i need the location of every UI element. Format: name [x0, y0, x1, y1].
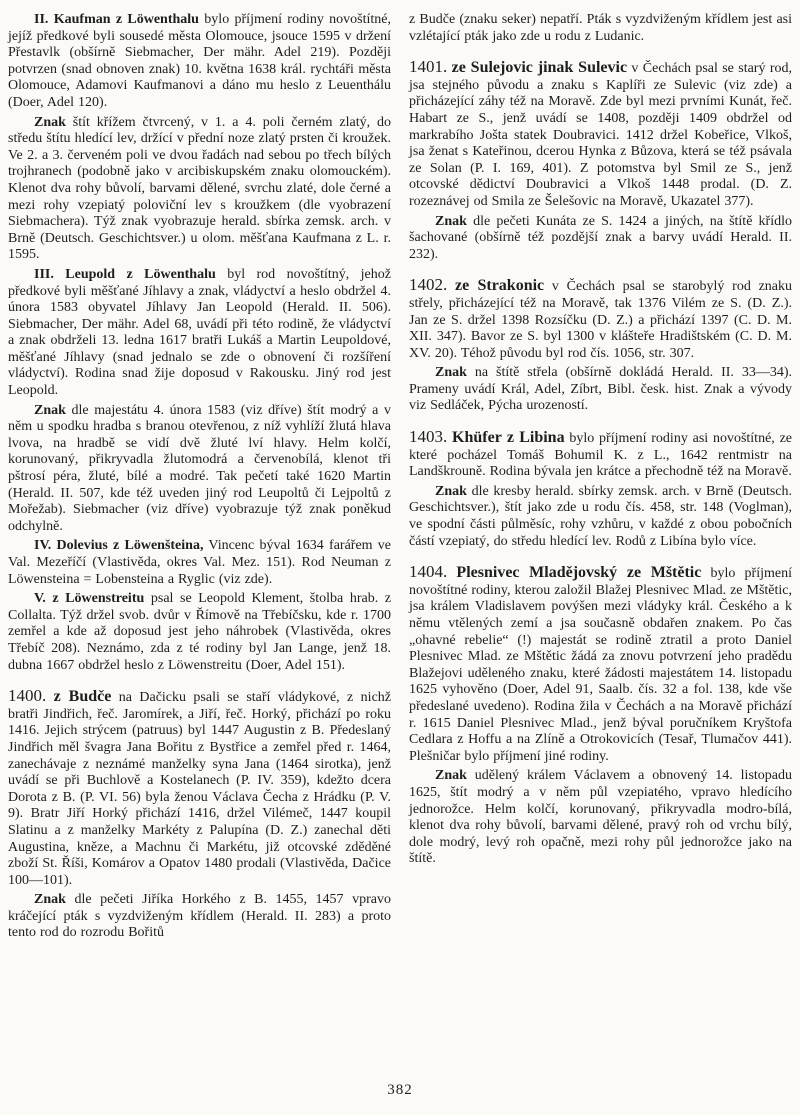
- paragraph-text: v Čechách psal se starý rod, jsa stejného původu a znaku s Kaplíři ze Sulevic (viz zde) a přicházející záhy též na Moravě. Zde byl mezi prvními Kunát, řeč. Habart ze S., jenž uvádí se 1408, později 1409 obdržel od markrabího Jošta statek Doubravici. 1412 držel Kobeřice, Vlkoš, jsa ženat s Kateřinou, dcerou Hynka z Bůzova, která se též psávala ze Solan (P. I. 169, 401). Z potomstva byl Smil ze S., jenž otcovské dědictví Doubravici a Vlkoš 1448 prodal. (D. Z. rozeznávej od Smila ze Šelešovic na Moravě, Ukazatel 377).: [409, 61, 792, 209]
- family-lead: III. Leupold z Löwenthalu: [34, 266, 216, 282]
- znak-paragraph: [409, 484, 792, 550]
- paragraph-text: dle pečeti Jiříka Horkého z B. 1455, 1457 vpravo kráčející pták s vyzdviženým křídlem (Herald. II. 283) a proto tento rod do rozrodu Bořitů: [8, 892, 391, 941]
- entry-number: 1401.: [409, 57, 448, 77]
- entry-family-name: Khüfer z Libina: [452, 429, 565, 447]
- znak-paragraph: [8, 115, 391, 264]
- znak-lead: Znak: [435, 483, 467, 499]
- paragraph-text: Vincenc býval 1634 farářem ve Val. Mezeříčí (Vlastivěda, okres Val. Mez. 151). Rod Neuman z Löwensteina = Lobensteina a Ryglic (viz zde).: [8, 538, 391, 587]
- entry-1402-ze-strakonic: [409, 277, 792, 362]
- entry-family-name: Plesnivec Mladějovský ze Mštětic: [456, 564, 702, 582]
- right-column: [409, 12, 792, 942]
- paragraph-text: bylo příjmení rodiny novoštítné, jejíž předkové byli sousedé města Olomouce, jsouce 1595 v držení Přestavlk (obšírně Siebmacher, Der mähr. Adel 219). Později potvrzen (snad obnoven znak) 10. května 1638 král. rychtáři města Olomouce, Adamovi Kaufmanovi a dáno mu heslo z Leuenthálu (Doer, Adel 120).: [8, 12, 391, 110]
- entry-family-name: ze Strakonic: [455, 277, 545, 295]
- family-lead: V. z Löwenstreitu: [34, 591, 145, 607]
- left-column: [8, 12, 391, 942]
- paragraph-text: dle kresby herald. sbírky zemsk. arch. v Brně (Deutsch. Geschichtsver.), štít jako zde u rodu čís. 458, str. 148 (Voglman), ve spodní části půlměsíc, rohy vzhůru, v každé z obou pobočních částí vzepiatý, do středu hledící lev. Rodů z Libína bylo více.: [409, 483, 792, 549]
- paragraph-text: na Dačicku psali se staří vládykové, z nichž bratři Jindřich, řeč. Jaromírek, a Jiří, řeč. Horký, přichází po roku 1416. Jejich strýcem (patruus) byl 1447 Augustin z B. Předeslaný Jindřich měl švagra Jana Bořitu z Bystřice a zemřel před r. 1464, zanechávaje z neznámé manželky syna Jana (1464 sirotka), jenž uvádí se při Buchlově a Kostelanech (P. IV. 359), kdežto dcera Dorota z B. (P. VI. 56) byla ženou Václava Čecha z Hrádku (P. V. 9). Bratr Jiří Horký přichází 1416, držel Vilémeč, 1447 koupil Slatinu a z manželky Markéty z Palupína (D. Z.) zanechal děti Augustina, kněze, a Machnu či Markétu, již otcovské zděděné zboží St. Říši, Komárov a Opatov 1480 prodali (Vlastivěda, Dačice 100—101).: [8, 690, 391, 888]
- paragraph-text: z Budče (znaku seker) nepatří. Pták s vyzdviženým křídlem jest asi vzlétající pták jako zde u rodu z Ludanic.: [409, 12, 792, 44]
- entry-1401-ze-sulejovic: [409, 59, 792, 210]
- entry-family-name: ze Sulejovic jinak Sulevic: [451, 59, 628, 77]
- znak-lead: Znak: [435, 365, 467, 381]
- paragraph-text: štít křížem čtvrcený, v 1. a 4. poli černém zlatý, do středu štítu hledící lev, držící v přední noze zlatý prsten či kroužek. Ve 2. a 3. červeném poli ve dvou řadách nad sebou po třech bílých trojhranech (podobně jako v arcibiskupském znaku olomouckém). Klenot dva rohy bůvolí, barvami dělené, svrchu zlaté, dole černé a mezi rohy vzepiatý poloviční lev s kroužkem (dle vyobrazení Siebmachera). Týž znak vyobrazuje herald. sbírka zemsk. arch. v Brně (Deutsch. Geschichtsver.) u olom. měšťana Kaufmana z L. r. 1595.: [8, 114, 391, 263]
- paragraph-text: bylo příjmení novoštítné rodiny, kterou založil Blažej Plesnivec Mlad. ze Mštětic, jsa králem Vladislavem povýšen mezi vládyky král. Českého a k němu vtělených zemí a jsa současně obdařen znakem. Po čas „ohavné rebelie“ (!) majestát se rodině ztratil a proto Daniel Plesnivec Mlad. ze Mštětic žádá za znovu potvrzení jeho pradědu Blažejovi uděleného znaku, které žádosti majestátem 14. listopadu 1625 vyhověno (Doer, Adel 91, Saalb. čís. 32 a fol. 138, kde vše předeslané uvedeno). Rodina žila v Čechách a na Moravě přichází r. 1615 Daniel Plesnivec Mlad., jenž býval poručníkem Kryštofa Cedlara z Hoffu a na Zlíně a Otrokovicích (Tesař, Tlumačov 441). Plešničar bylo příjmení jiné rodiny.: [409, 566, 792, 764]
- paragraph-text: v Čechách psal se starobylý rod znaku střely, přicházející též na Moravě, tak 1376 Vilém ze S. (D. Z.). Jan ze S. držel 1398 Rozsíčku (D. Z.) a přichází 1397 (C. D. M. XII. 347). Bavor ze S. byl 1300 v klášteře Hradištském (C. D. M. XV. 20). Téhož původu byl rod čís. 1056, str. 307.: [409, 279, 793, 361]
- entry-number: 1400.: [8, 686, 47, 706]
- paragraph-text: bylo příjmení rodiny asi novoštítné, ze které pocházel Tomáš Bohumil K. z L., 1642 rentmistr na Landškrouně. Rodina bývala jen krátce a přechodně též na Moravě.: [409, 431, 793, 480]
- entry-1400-z-budce: [8, 688, 391, 889]
- entry-number: 1403.: [409, 427, 448, 447]
- family-paragraph-kaufman: [8, 12, 391, 112]
- znak-lead: Znak: [435, 213, 467, 229]
- znak-lead: Znak: [435, 768, 467, 784]
- paragraph-text: dle pečeti Kunáta ze S. 1424 a jiných, na štítě křídlo šachované (obšírně též pozdější znak a barvy uvádí Herald. II. 232).: [409, 213, 792, 262]
- paragraph-text: na štítě střela (obšírně dokládá Herald. II. 33—34). Prameny uvádí Král, Adel, Zíbrt, Bibl. česk. hist. Znak a vývody viz Sedláček, Pýcha urozeností.: [409, 365, 792, 414]
- family-paragraph-leupold: [8, 267, 391, 400]
- entry-number: 1404.: [409, 562, 448, 582]
- entry-number: 1402.: [409, 275, 448, 295]
- family-paragraph-dolevius: [8, 538, 391, 588]
- entry-1404-plesnivec: [409, 564, 792, 765]
- paragraph-text: byl rod novoštítný, jehož předkové byli měšťané Jíhlavy a znak, vládyctví a heslo obdržel 4. února 1583 obyvatel Jíhlavy Jan Leopold (Herald. II. 506). Siebmacher, Der mähr. Adel 68, uvádí při této rodině, že vládyctví a znak obdrželi 13. ledna 1617 bratři Lukáš a Martin Leupoldové, měšťané Jíhlavy (snad jednalo se zde o obnovení či rozšíření vládyctví). Rodina snad žije doposud v Rakousku. Jiný rod jest Leopold.: [8, 266, 391, 399]
- znak-paragraph: [8, 892, 391, 942]
- page-number: 382: [387, 1082, 413, 1098]
- paragraph-text: dle majestátu 4. února 1583 (viz dříve) štít modrý a v něm u spodku hradba s branou otevřenou, z níž vyhlíží žlutá hlava lvova, na hradbě se vidí dvě žluté lví hlavy. Helm kolčí, korunovaný, přikryvadla žlutomodrá a červenobílá, klenot tři pštrosí péra, žluté, bílé a modré. Tak pečetí také 1620 Martin (Herald. II. 507, kde též uveden jiný rod Leupoltů či Lejpoltů z Mořežab). Siebmacher (viz dříve) vyobrazuje týž znak poněkud odchylně.: [8, 402, 391, 534]
- family-lead: IV. Dolevius z Löwenšteina,: [34, 538, 204, 554]
- znak-lead: Znak: [34, 402, 66, 418]
- continuation-paragraph: [409, 12, 792, 45]
- paragraph-text: psal se Leopold Klement, štolba hrab. z Collalta. Týž držel svob. dvůr v Římově na Třebíčsku, kde r. 1700 zemřel a kde až doposud jest jeho náhrobek (Vlastivěda, okres Třebíč 208). Neznámo, zda z té rodiny byl Jan Lange, jenž 18. dubna 1667 obdržel heslo z Löwenstreitu (Doer, Adel 151).: [8, 591, 392, 673]
- entry-family-name: z Budče: [53, 688, 112, 706]
- znak-paragraph: [409, 365, 792, 415]
- znak-paragraph: [409, 768, 792, 868]
- two-column-layout: [8, 12, 792, 942]
- znak-paragraph: [409, 214, 792, 264]
- znak-lead: Znak: [34, 114, 66, 130]
- paragraph-text: udělený králem Václavem a obnovený 14. listopadu 1625, štít modrý a v něm půl vzepiatého, vpravo hledícího jednorožce. Helm kolčí, korunovaný, přikryvadla modro-bílá, klenot dva rohy bůvolí, barvami dělené, pravý roh od vrchu bílý, dole modrý, levý roh opačně, mezi rohy půl jednorožce jako na štítě.: [409, 768, 792, 867]
- entry-1403-khufer-z-libina: [409, 429, 792, 481]
- family-paragraph-lowenstreit: [8, 591, 391, 674]
- family-lead: II. Kaufman z Löwenthalu: [34, 12, 199, 27]
- znak-paragraph: [8, 403, 391, 536]
- znak-lead: Znak: [34, 892, 66, 908]
